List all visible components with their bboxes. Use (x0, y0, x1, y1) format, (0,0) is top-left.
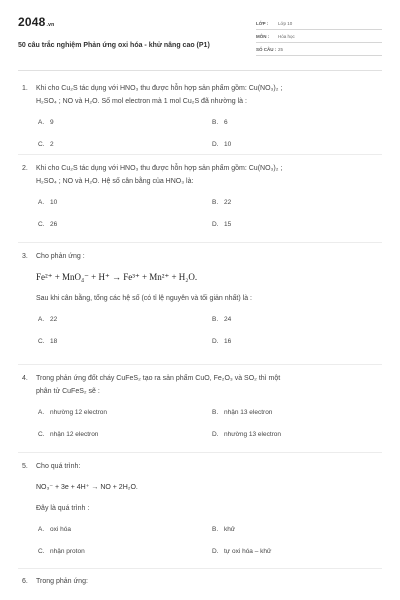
option-d[interactable]: D. 16 (212, 338, 232, 345)
option-d[interactable]: D. 15 (212, 221, 232, 228)
option-a[interactable]: A. 9 (38, 119, 54, 126)
question-text: Cho phản ứng : (36, 253, 85, 260)
option-d[interactable]: D. nhường 13 electron (212, 431, 282, 438)
option-c[interactable]: C. nhận proton (38, 548, 85, 555)
option-b[interactable]: B. nhận 13 electron (212, 409, 273, 416)
document-header (18, 12, 382, 62)
question-text: Trong phản ứng đốt cháy CuFeS₂ tạo ra sản phẩm CuO, Fe₂O₃ và SO₂ thì một (36, 375, 281, 382)
option-d[interactable]: D. 10 (212, 141, 232, 148)
header-divider (18, 70, 382, 71)
option-a[interactable]: A. 10 (38, 199, 58, 206)
option-a[interactable]: A. oxi hóa (38, 526, 71, 533)
question-3: 3. Cho phản ứng : Fe²⁺ + MnO₄⁻ + H⁺ → Fe³⁺ + Mn²⁺ + H₂O. Sau khi cân bằng, tổng các hệ số (có tỉ lệ nguyên và tối giản nhất) là : A. 22 B. 24 C. 18 D. 16 (22, 250, 382, 357)
document-title: 50 câu trắc nghiệm Phản ứng oxi hóa - khử nâng cao (P1) (18, 42, 210, 49)
question-4: 4. Trong phản ứng đốt cháy CuFeS₂ tạo ra sản phẩm CuO, Fe₂O₃ và SO₂ thì một phân tử CuFeS₂ sẽ : A. nhường 12 electron B. nhận 13 electron C. nhận 12 electron D. nhường 13 electron (22, 372, 382, 450)
question-text: Cho quá trình: (36, 463, 81, 470)
option-c[interactable]: C. 2 (38, 141, 54, 148)
option-c[interactable]: C. 18 (38, 338, 58, 345)
meta-row-subject: MÔN : Hóa học (256, 30, 382, 43)
options (38, 196, 382, 240)
option-a[interactable]: A. 22 (38, 316, 58, 323)
reaction-equation: Fe²⁺ + MnO₄⁻ + H⁺ → Fe³⁺ + Mn²⁺ + H₂O. (36, 272, 198, 282)
question-text: H₂SO₄ ; NO và H₂O. Số mol electron mà 1 mol Cu₂S đã nhường là : (36, 98, 247, 105)
question-text: Khi cho Cu₂S tác dụng với HNO₃ thu được hỗn hợp sản phẩm gồm: Cu(NO₃)₂ ; (36, 85, 283, 92)
meta-table (256, 17, 382, 56)
question-text: phân tử CuFeS₂ sẽ : (36, 388, 100, 395)
option-b[interactable]: B. 22 (212, 199, 232, 206)
option-d[interactable]: D. tự oxi hóa – khử (212, 548, 272, 555)
options (38, 313, 382, 357)
question-separator (18, 568, 382, 569)
question-separator (18, 364, 382, 365)
option-b[interactable]: B. 6 (212, 119, 228, 126)
question-2: 2. Khi cho Cu₂S tác dụng với HNO₃ thu được hỗn hợp sản phẩm gồm: Cu(NO₃)₂ ; H₂SO₄ ; NO và H₂O. Hệ số cân bằng của HNO₃ là: A. 10 B. 22 C. 26 D. 15 (22, 162, 382, 240)
question-text: Trong phản ứng: (36, 578, 88, 585)
question-5: 5. Cho quá trình: NO₃⁻ + 3e + 4H⁺ → NO + 2H₂O. Đây là quá trình : A. oxi hóa B. khử C. nhận proton D. tự oxi hóa – khử (22, 460, 382, 567)
options (38, 523, 382, 567)
option-a[interactable]: A. nhường 12 electron (38, 409, 108, 416)
meta-row-count: SỐ CÂU : 25 (256, 43, 382, 56)
question-separator (18, 154, 382, 155)
option-c[interactable]: C. nhận 12 electron (38, 431, 99, 438)
question-separator (18, 242, 382, 243)
option-b[interactable]: B. 24 (212, 316, 232, 323)
question-6: 6. Trong phản ứng: (22, 575, 382, 588)
option-b[interactable]: B. khử (212, 526, 236, 533)
question-text: H₂SO₄ ; NO và H₂O. Hệ số cân bằng của HNO₃ là: (36, 178, 194, 185)
meta-row-class: LỚP : Lớp 10 (256, 17, 382, 30)
site-logo[interactable]: 2048.vn (18, 15, 55, 29)
question-separator (18, 452, 382, 453)
question-1: 1. Khi cho Cu₂S tác dụng với HNO₃ thu được hỗn hợp sản phẩm gồm: Cu(NO₃)₂ ; H₂SO₄ ; NO và H₂O. Số mol electron mà 1 mol Cu₂S đã nhường là : A. 9 B. 6 C. 2 D. 10 (22, 82, 382, 160)
question-text: Khi cho Cu₂S tác dụng với HNO₃ thu được hỗn hợp sản phẩm gồm: Cu(NO₃)₂ ; (36, 165, 283, 172)
option-c[interactable]: C. 26 (38, 221, 58, 228)
question-text: Đây là quá trình : (36, 505, 90, 512)
reaction-formula: NO₃⁻ + 3e + 4H⁺ → NO + 2H₂O. (36, 484, 138, 491)
options (38, 406, 382, 450)
question-text: Sau khi cân bằng, tổng các hệ số (có tỉ lệ nguyên và tối giản nhất) là : (36, 295, 252, 302)
